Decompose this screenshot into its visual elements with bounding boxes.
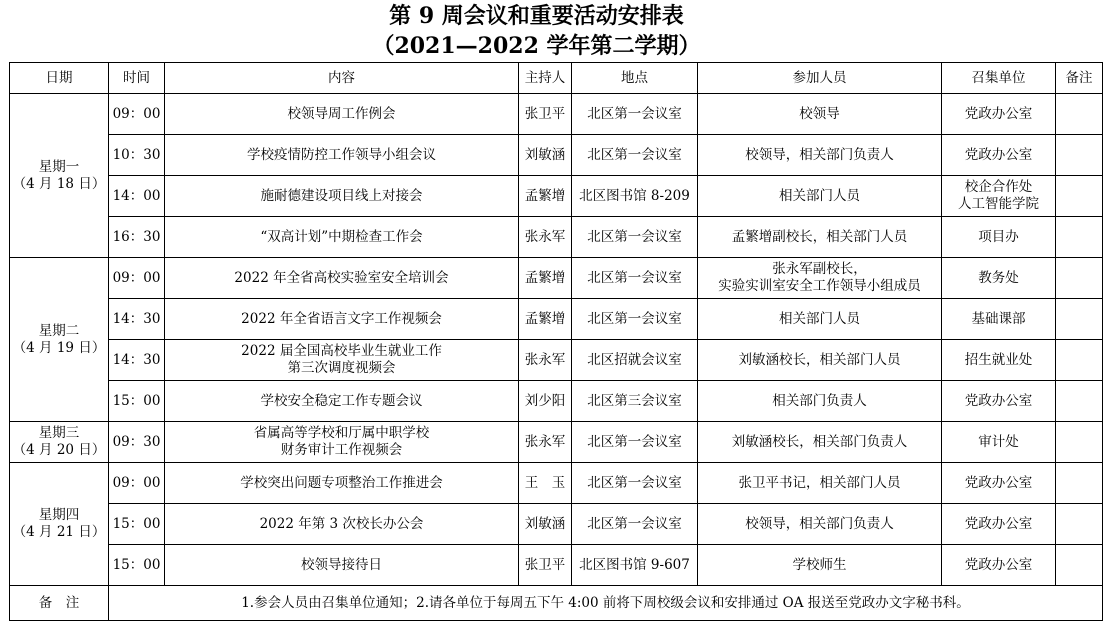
- content-cell-line: 学校突出问题专项整治工作推进会: [240, 474, 443, 491]
- content-cell: [165, 422, 519, 463]
- content-cell-line: 校领导周工作例会: [287, 105, 396, 122]
- content-cell-line: 2022 年全省高校实验室安全培训会: [234, 269, 449, 286]
- time-cell: 09：00: [109, 463, 165, 504]
- remark-cell: [1056, 463, 1103, 504]
- day-cell: [10, 463, 109, 586]
- content-cell: [165, 94, 519, 135]
- header-content: 内容: [165, 63, 519, 94]
- attendees-cell-line: 张卫平书记，相关部门人员: [738, 474, 901, 491]
- day-cell: [10, 258, 109, 422]
- host-cell: 孟繁增: [519, 176, 572, 217]
- place-cell: 北区图书馆 9-607: [572, 545, 698, 586]
- organizer-cell-line: 基础课部: [971, 310, 1026, 327]
- organizer-cell-line: 审计处: [978, 433, 1019, 450]
- content-cell-line: 2022 年第 3 次校长办公会: [259, 515, 424, 532]
- day-cell: [10, 94, 109, 258]
- place-cell: 北区第一会议室: [572, 422, 698, 463]
- attendees-cell-line: 校领导，相关部门负责人: [745, 146, 894, 163]
- attendees-cell: [698, 94, 942, 135]
- remark-cell: [1056, 422, 1103, 463]
- content-cell-line: 学校疫情防控工作领导小组会议: [247, 146, 436, 163]
- table-row: [10, 299, 1103, 340]
- organizer-cell-line: 教务处: [978, 269, 1019, 286]
- host-cell: 刘少阳: [519, 381, 572, 422]
- attendees-cell-line: 相关部门人员: [779, 310, 860, 327]
- remark-cell: [1056, 545, 1103, 586]
- day-date: （4 月 20 日）: [12, 442, 106, 458]
- content-cell: [165, 545, 519, 586]
- time-cell: 09：30: [109, 422, 165, 463]
- attendees-cell-line: 校领导: [799, 105, 840, 122]
- attendees-cell-line: 张永军副校长，: [772, 261, 867, 277]
- organizer-cell: [942, 176, 1056, 217]
- page-subtitle: （2021—2022 学年第二学期）: [372, 33, 701, 59]
- place-cell: 北区第一会议室: [572, 135, 698, 176]
- table-row: [10, 176, 1103, 217]
- time-cell: 16：30: [109, 217, 165, 258]
- content-cell-line: 2022 届全国高校毕业生就业工作: [241, 343, 442, 359]
- schedule-table: [9, 62, 1103, 621]
- organizer-cell: [942, 422, 1056, 463]
- host-cell: 张卫平: [519, 94, 572, 135]
- attendees-cell-line: 孟繁增副校长，相关部门人员: [731, 228, 908, 245]
- attendees-cell: [698, 463, 942, 504]
- day-date: （4 月 21 日）: [12, 524, 106, 540]
- table-row: [10, 545, 1103, 586]
- place-cell: 北区图书馆 8-209: [572, 176, 698, 217]
- note-text: 1.参会人员由召集单位通知；2.请各单位于每周五下午 4:00 前将下周校级会议和安排通过 OA 报送至党政办文字秘书科。: [109, 586, 1103, 621]
- header-place: 地点: [572, 63, 698, 94]
- remark-cell: [1056, 94, 1103, 135]
- time-cell: 14：30: [109, 340, 165, 381]
- note-row: [10, 586, 1103, 621]
- attendees-cell-line: 校领导，相关部门负责人: [745, 515, 894, 532]
- remark-cell: [1056, 135, 1103, 176]
- remark-cell: [1056, 381, 1103, 422]
- remark-cell: [1056, 176, 1103, 217]
- day-name: 星期二: [38, 322, 80, 339]
- header-organizer: 召集单位: [942, 63, 1056, 94]
- time-cell: 15：00: [109, 381, 165, 422]
- place-cell: 北区第一会议室: [572, 299, 698, 340]
- host-cell: 张永军: [519, 422, 572, 463]
- time-cell: 15：00: [109, 504, 165, 545]
- remark-cell: [1056, 340, 1103, 381]
- remark-cell: [1056, 299, 1103, 340]
- content-cell-line: 学校安全稳定工作专题会议: [260, 392, 423, 409]
- time-cell: 10：30: [109, 135, 165, 176]
- day-cell: [10, 422, 109, 463]
- attendees-cell-line: 刘敏涵校长，相关部门负责人: [731, 433, 908, 450]
- table-row: [10, 463, 1103, 504]
- place-cell: 北区第一会议室: [572, 94, 698, 135]
- attendees-cell: [698, 258, 942, 299]
- note-label: 备 注: [10, 586, 109, 621]
- host-cell: 孟繁增: [519, 258, 572, 299]
- day-name: 星期四: [38, 507, 80, 523]
- organizer-cell: [942, 504, 1056, 545]
- content-cell: [165, 504, 519, 545]
- attendees-cell: [698, 340, 942, 381]
- host-cell: 张永军: [519, 340, 572, 381]
- content-cell: [165, 135, 519, 176]
- organizer-cell-line: 校企合作处: [964, 179, 1033, 195]
- remark-cell: [1056, 504, 1103, 545]
- content-cell: [165, 340, 519, 381]
- organizer-cell-line: 党政办公室: [964, 146, 1033, 163]
- host-cell: 刘敏涵: [519, 504, 572, 545]
- attendees-cell: [698, 217, 942, 258]
- host-cell: 张卫平: [519, 545, 572, 586]
- organizer-cell: [942, 463, 1056, 504]
- place-cell: 北区第一会议室: [572, 504, 698, 545]
- place-cell: 北区第一会议室: [572, 463, 698, 504]
- time-cell: 14：30: [109, 299, 165, 340]
- host-cell: 刘敏涵: [519, 135, 572, 176]
- organizer-cell: [942, 299, 1056, 340]
- organizer-cell-line: 招生就业处: [964, 351, 1033, 368]
- header-row: [10, 63, 1103, 94]
- attendees-cell: [698, 504, 942, 545]
- organizer-cell: [942, 545, 1056, 586]
- place-cell: 北区招就会议室: [572, 340, 698, 381]
- attendees-cell: [698, 545, 942, 586]
- content-cell-line: 校领导接待日: [301, 556, 382, 573]
- day-name: 星期一: [38, 158, 80, 175]
- attendees-cell: [698, 176, 942, 217]
- content-cell-line: 施耐德建设项目线上对接会: [260, 187, 423, 204]
- table-row: [10, 381, 1103, 422]
- table-row: [10, 504, 1103, 545]
- attendees-cell-line: 刘敏涵校长，相关部门人员: [738, 351, 901, 368]
- day-date: （4 月 18 日）: [12, 175, 106, 192]
- organizer-cell-line: 项目办: [978, 228, 1019, 245]
- table-row: [10, 217, 1103, 258]
- day-name: 星期三: [38, 425, 80, 441]
- content-cell: [165, 176, 519, 217]
- organizer-cell-line: 党政办公室: [964, 105, 1033, 122]
- host-cell: 孟繁增: [519, 299, 572, 340]
- organizer-cell: [942, 135, 1056, 176]
- content-cell-line: 省属高等学校和厅属中职学校: [253, 425, 430, 441]
- day-date: （4 月 19 日）: [12, 339, 106, 356]
- content-cell: [165, 217, 519, 258]
- attendees-cell-line: 学校师生: [792, 556, 847, 573]
- time-cell: 15：00: [109, 545, 165, 586]
- table-row: [10, 340, 1103, 381]
- organizer-cell: [942, 94, 1056, 135]
- place-cell: 北区第一会议室: [572, 217, 698, 258]
- table-row: [10, 258, 1103, 299]
- content-cell: [165, 299, 519, 340]
- time-cell: 09：00: [109, 94, 165, 135]
- attendees-cell: [698, 381, 942, 422]
- time-cell: 09：00: [109, 258, 165, 299]
- content-cell-line: 2022 年全省语言文字工作视频会: [241, 310, 442, 327]
- remark-cell: [1056, 258, 1103, 299]
- organizer-cell-line: 党政办公室: [964, 474, 1033, 491]
- organizer-cell-line: 党政办公室: [964, 515, 1033, 532]
- page-title: 第 9 周会议和重要活动安排表: [389, 3, 684, 29]
- attendees-cell: [698, 135, 942, 176]
- header-host: 主持人: [519, 63, 572, 94]
- organizer-cell: [942, 340, 1056, 381]
- content-cell-line: “双高计划”中期检查工作会: [260, 228, 423, 245]
- organizer-cell: [942, 381, 1056, 422]
- header-attendees: 参加人员: [698, 63, 942, 94]
- content-cell-line: 第三次调度视频会: [287, 360, 396, 376]
- table-row: [10, 94, 1103, 135]
- place-cell: 北区第一会议室: [572, 258, 698, 299]
- attendees-cell: [698, 299, 942, 340]
- organizer-cell-line: 党政办公室: [964, 556, 1033, 573]
- table-row: [10, 422, 1103, 463]
- header-remark: 备注: [1056, 63, 1103, 94]
- place-cell: 北区第三会议室: [572, 381, 698, 422]
- host-cell: 王 玉: [519, 463, 572, 504]
- schedule-body: [10, 94, 1103, 586]
- attendees-cell: [698, 422, 942, 463]
- attendees-cell-line: 实验实训室安全工作领导小组成员: [718, 278, 921, 294]
- remark-cell: [1056, 217, 1103, 258]
- time-cell: 14：00: [109, 176, 165, 217]
- content-cell-line: 财务审计工作视频会: [280, 442, 403, 458]
- host-cell: 张永军: [519, 217, 572, 258]
- header-time: 时间: [109, 63, 165, 94]
- organizer-cell-line: 人工智能学院: [958, 196, 1039, 212]
- organizer-cell-line: 党政办公室: [964, 392, 1033, 409]
- attendees-cell-line: 相关部门人员: [779, 187, 860, 204]
- content-cell: [165, 258, 519, 299]
- header-date: 日期: [10, 63, 109, 94]
- content-cell: [165, 463, 519, 504]
- organizer-cell: [942, 217, 1056, 258]
- organizer-cell: [942, 258, 1056, 299]
- attendees-cell-line: 相关部门负责人: [772, 392, 867, 409]
- content-cell: [165, 381, 519, 422]
- table-row: [10, 135, 1103, 176]
